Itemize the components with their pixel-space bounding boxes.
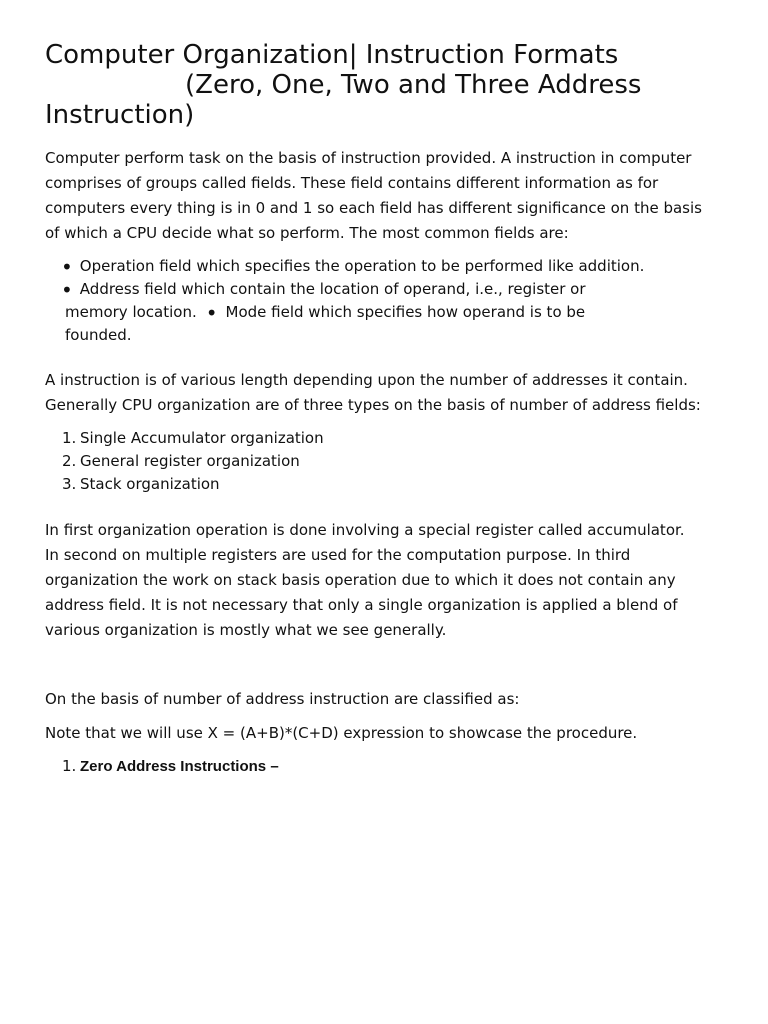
- list-item-text: founded.: [65, 326, 132, 344]
- page-title: [45, 40, 735, 130]
- note-paragraph: [45, 721, 735, 746]
- intro-line: comprises of groups called fields. These field contains different information as for: [45, 174, 659, 192]
- list-item-text: Single Accumulator organization: [80, 429, 324, 447]
- paragraph-line: organization the work on stack basis operation due to which it does not contain any: [45, 571, 676, 589]
- list-number: 1.: [62, 429, 77, 447]
- bullet-icon: •: [61, 255, 73, 279]
- title-line-1: Computer Organization| Instruction Formats: [45, 40, 619, 70]
- paragraph-line: address field. It is not necessary that only a single organization is applied a blend of: [45, 596, 678, 614]
- list-item: [62, 755, 279, 778]
- address-types-ordered-list: [62, 755, 279, 778]
- list-item-text: Mode field which specifies how operand is to be: [225, 303, 586, 321]
- section-heading: Zero Address Instructions –: [80, 758, 279, 775]
- list-number: 2.: [62, 452, 77, 470]
- list-item-text: memory location.: [65, 303, 197, 321]
- bullet-icon: •: [61, 278, 73, 302]
- list-item: [62, 427, 324, 450]
- list-item-text: Address field which contain the location of operand, i.e., register or: [79, 280, 586, 298]
- list-number: 1.: [62, 757, 77, 775]
- length-paragraph: [45, 368, 735, 418]
- fields-bullet-list: [45, 255, 735, 347]
- paragraph-line: On the basis of number of address instruction are classified as:: [45, 690, 520, 708]
- paragraph-line: A instruction is of various length depending upon the number of addresses it contain.: [45, 371, 688, 389]
- intro-line: computers every thing is in 0 and 1 so each field has different significance on the basis: [45, 199, 702, 217]
- list-item-text: Stack organization: [80, 475, 220, 493]
- paragraph-line: Generally CPU organization are of three types on the basis of number of address fields:: [45, 396, 701, 414]
- classify-paragraph: [45, 687, 735, 712]
- organization-paragraph: [45, 518, 735, 643]
- list-item: [45, 278, 735, 301]
- list-item: [62, 450, 324, 473]
- list-item-text: General register organization: [80, 452, 300, 470]
- intro-line: of which a CPU decide what so perform. The most common fields are:: [45, 224, 569, 242]
- intro-paragraph: [45, 146, 735, 246]
- paragraph-line: In second on multiple registers are used for the computation purpose. In third: [45, 546, 631, 564]
- list-number: 3.: [62, 475, 77, 493]
- paragraph-line: In first organization operation is done involving a special register called accumulator.: [45, 521, 685, 539]
- intro-line: Computer perform task on the basis of instruction provided. A instruction in computer: [45, 149, 692, 167]
- list-item: [45, 301, 735, 324]
- title-line-3: Instruction): [45, 100, 195, 130]
- title-line-2: (Zero, One, Two and Three Address: [185, 70, 642, 100]
- list-item: [45, 255, 735, 278]
- list-item: [62, 473, 324, 496]
- bullet-icon: •: [205, 301, 218, 325]
- organization-ordered-list: [62, 427, 324, 496]
- paragraph-line: Note that we will use X = (A+B)*(C+D) expression to showcase the procedure.: [45, 724, 638, 742]
- paragraph-line: various organization is mostly what we see generally.: [45, 621, 447, 639]
- list-item-text: Operation field which specifies the operation to be performed like addition.: [79, 257, 645, 275]
- list-item-continuation: [45, 324, 735, 347]
